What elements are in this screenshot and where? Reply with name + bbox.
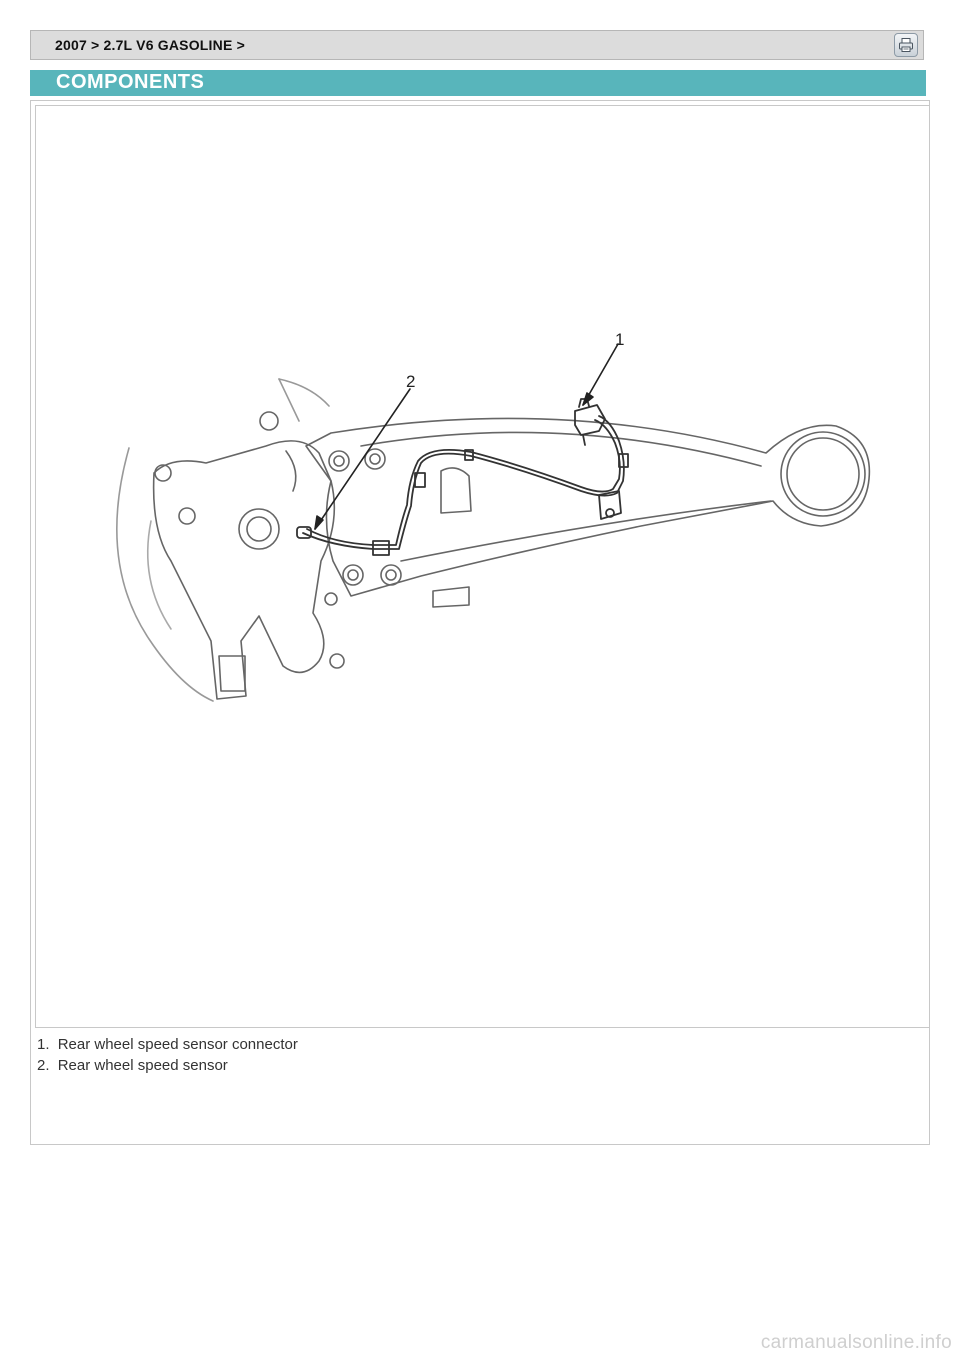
callout-number: 1 xyxy=(615,330,625,349)
legend-item-label: Rear wheel speed sensor xyxy=(57,1057,228,1074)
bolts-drawing xyxy=(329,449,401,585)
section-title: COMPONENTS xyxy=(56,71,205,93)
knuckle-drawing xyxy=(154,412,344,699)
lower-arm-drawing xyxy=(306,418,869,607)
legend-item-number: 2. xyxy=(37,1057,50,1074)
sensor-harness-drawing xyxy=(297,399,628,555)
section-header xyxy=(30,70,926,96)
callout-number: 2 xyxy=(406,372,416,391)
print-button[interactable] xyxy=(894,33,918,57)
legend-list xyxy=(37,1034,298,1076)
printer-icon xyxy=(898,37,914,53)
leader-lines xyxy=(315,344,618,529)
brake-disc-drawing xyxy=(117,379,329,701)
watermark: carmanualsonline.info xyxy=(760,1332,952,1353)
legend-item-label: Rear wheel speed sensor connector xyxy=(57,1036,298,1053)
legend-item-number: 1. xyxy=(37,1036,50,1053)
legend-item xyxy=(37,1055,298,1076)
legend-item xyxy=(37,1034,298,1055)
component-figure xyxy=(35,105,930,1028)
breadcrumb xyxy=(30,30,924,60)
breadcrumb-text: 2007 > 2.7L V6 GASOLINE > xyxy=(55,37,245,53)
